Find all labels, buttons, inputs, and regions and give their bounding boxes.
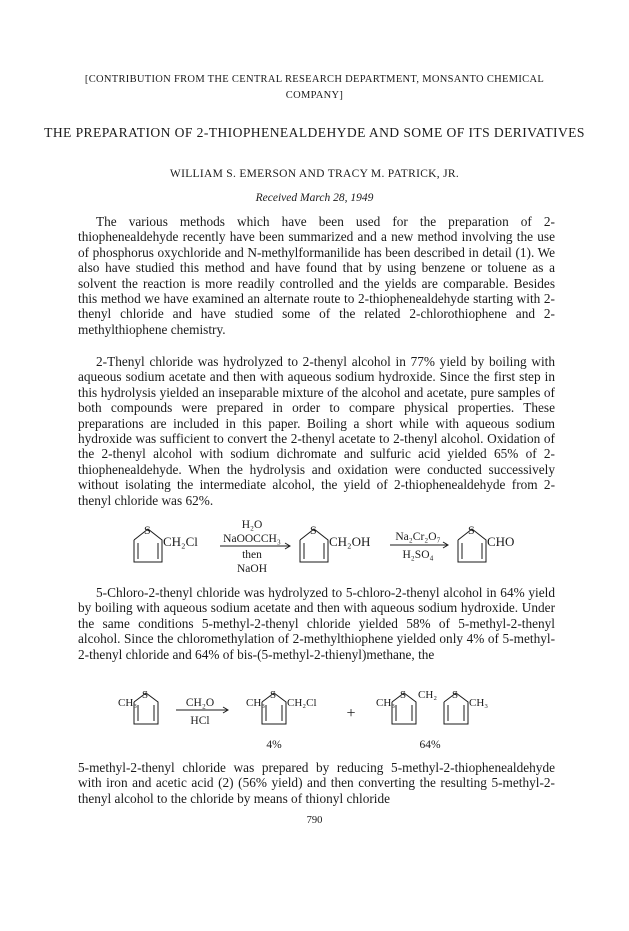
reagent-then: then [242,549,262,561]
ring-sulfur-5: S [270,689,277,701]
reactant-substituent: CH₂Cl [163,534,198,549]
body-paragraph-3: 5-Chloro-2-thenyl chloride was hydrolyzed to 5-chloro-2-thenyl alcohol in 64% yield by boiling with aqueous sodium acetate and then with aqueous sodium hydroxide. Under the same conditions 5-methyl-2-thenyl chloride yielded 58% of 5-methyl-2-thenyl alcohol. Since the chloromethylation of 2-methylthiophene yielded only 4% of 5-methyl-2-thenyl chloride and 64% of bis-(5-methyl-2-thienyl)methane, the [78,585,555,662]
yield-label-1: 4% [266,739,282,751]
ring-sulfur-1: S [144,523,151,537]
product-substituent: CHO [487,534,515,549]
body-paragraph-2: 2-Thenyl chloride was hydrolyzed to 2-thenyl alcohol in 77% yield by boiling with aqueous sodium acetate and then with aqueous sodium hydroxide. Since the first step in this hydrolysis yielded an inseparable mixture of the alcohol and acetate, pure samples of both compounds were prepared in order to compare physical properties. These preparations are included in this paper. Boiling a short while with aqueous sodium hydroxide was sufficient to convert the 2-thenyl acetate to 2-thenyl alcohol. Oxidation of the 2-thenyl alcohol with sodium dichromate and sulfuric acid yielded 65% of 2-thiophenealdehyde. When the hydrolysis and oxidation were conducted successively without isolating the intermediate alcohol, the yield of 2-thiophenealdehyde from 2-thenyl chloride was 62%. [78,354,555,508]
reagent-sodium-acetate: NaOOCCH₃ [223,533,281,545]
ring-sulfur-4: S [142,689,149,701]
reagent-sulfuric-acid: H₂SO₄ [402,549,434,561]
ring-sulfur-6: S [400,689,407,701]
product1-substituent: CH₂Cl [287,697,317,709]
reagent-water: H₂O [241,519,263,531]
methyl-group-3: CH₃ [376,697,396,709]
contribution-header: [CONTRIBUTION FROM THE CENTRAL RESEARCH DEPARTMENT, MONSANTO CHEMICAL COMPANY] [84,74,545,101]
ring-sulfur-3: S [468,523,475,537]
ring-sulfur-2: S [310,523,317,537]
intermediate-substituent: CH₂OH [329,534,371,549]
author-line: WILLIAM S. EMERSON AND TRACY M. PATRICK, JR. [169,168,460,180]
reagent-formaldehyde: CH₂O [185,697,215,709]
reagent-hcl: HCl [190,715,210,727]
reaction-scheme-1 [0,512,629,584]
body-paragraph-4: 5-methyl-2-thenyl chloride was prepared by reducing 5-methyl-2-thiophenealdehyde with iron and acetic acid (2) (56% yield) and then converting the resulting 5-methyl-2-thenyl alcohol to the chloride by means of thionyl chloride [78,760,555,806]
yield-label-2: 64% [419,739,441,751]
plus-sign: + [346,705,356,722]
ring-sulfur-7: S [452,689,459,701]
received-date: Received March 28, 1949 [255,192,374,204]
reagent-dichromate: Na₂Cr₂O₇ [395,531,441,543]
reaction-scheme-2 [0,688,629,758]
methylene-bridge: CH₂ [418,689,438,701]
page-number: 790 [306,815,323,826]
methyl-group-2: CH₃ [246,697,266,709]
reagent-naoh: NaOH [236,563,268,575]
methyl-group-4: CH₃ [469,697,489,709]
body-paragraph-1: The various methods which have been used for the preparation of 2-thiophenealdehyde recently have been summarized and a new method involving the use of phosphorus oxychloride and N-methylformanilide has been described in detail (1). We also have studied this method and have found that by using benzene or toluene as a solvent the reaction is more readily controlled and the yields are comparable. Besides this method we have examined an alternate route to 2-thiophenealdehyde starting with 2-thenyl chloride and have studied some of the related 2-chlorothiophene and 2-methylthiophene chemistry. [78,214,555,337]
article-title: THE PREPARATION OF 2-THIOPHENEALDEHYDE AND SOME OF ITS DERIVATIVES [44,125,585,140]
methyl-group-1: CH₃ [118,697,138,709]
